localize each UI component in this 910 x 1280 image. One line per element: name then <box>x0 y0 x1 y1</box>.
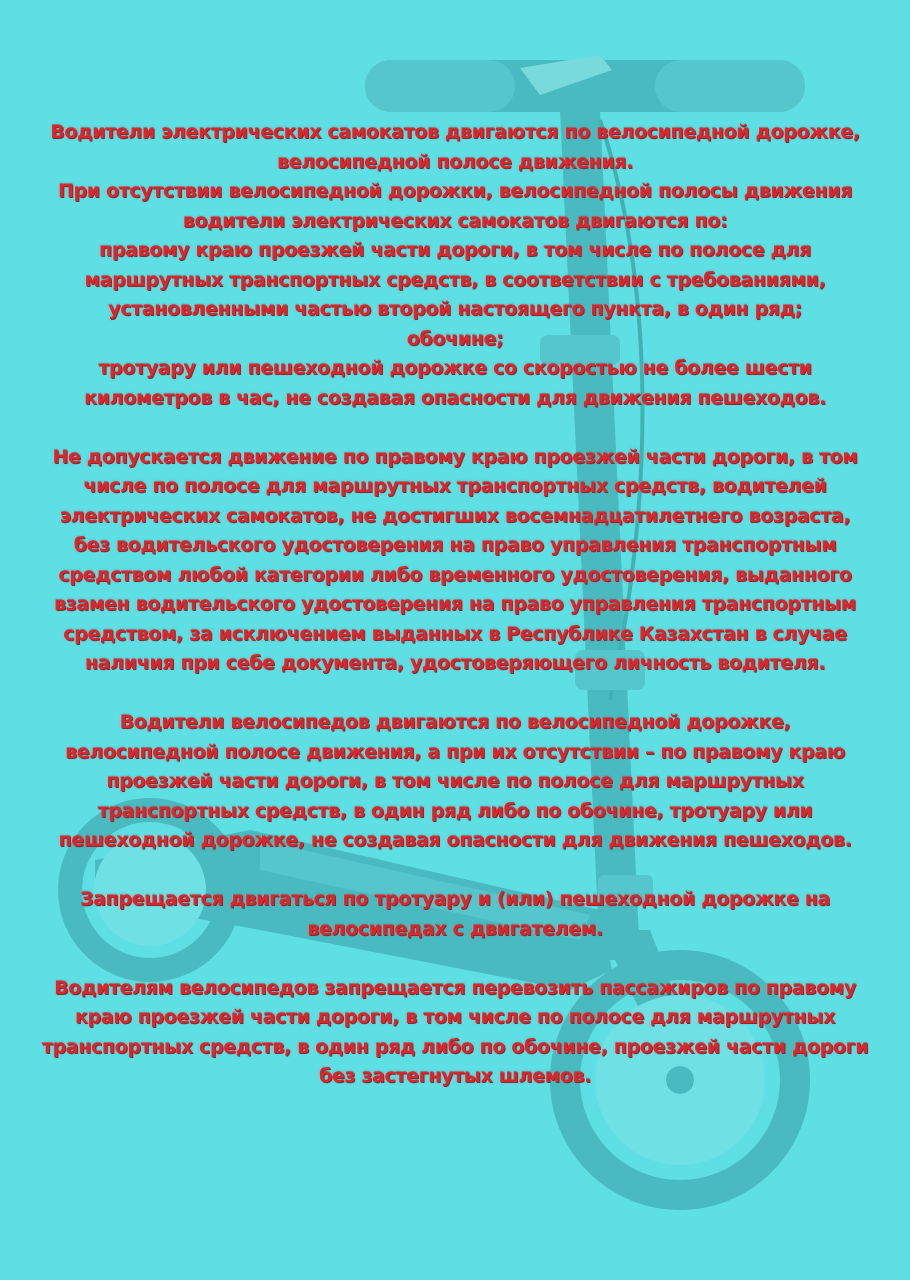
text-line: Не допускается движение по правому краю проезжей части дороги, в том <box>52 445 858 468</box>
paragraph-gap <box>20 413 890 443</box>
handlebar-grip-right <box>655 60 805 112</box>
text-line: велосипедной полосе движения. <box>276 150 634 173</box>
text-line: без застегнутых шлемов. <box>318 1065 592 1087</box>
text-line: пешеходной дорожке, не создавая опасности для движения пешеходов. <box>58 829 852 851</box>
text-line: наличия при себе документа, удостоверяющего личность водителя. <box>84 652 826 674</box>
traffic-rules-text <box>20 118 890 1092</box>
paragraph-motor-bicycles <box>20 885 890 944</box>
text-line: без водительского удостоверения на право управления транспортным <box>73 534 837 556</box>
text-line: краю проезжей части дороги, в том числе по полосе для маршрутных <box>75 1006 835 1028</box>
text-line: При отсутствии велосипедной дорожки, велосипедной полосы движения <box>57 180 853 202</box>
text-line: средством, за исключением выданных в Республике Казахстан в случае <box>63 622 847 645</box>
text-line: транспортных средств, в один ряд либо по обочине, проезжей части дороги <box>41 1035 869 1058</box>
text-line: обочине; <box>406 327 504 350</box>
paragraph-bicycles <box>20 708 890 856</box>
text-line: правому краю проезжей части дороги, в том числе по полосе для <box>99 239 811 261</box>
text-line: средством любой категории либо временного удостоверения, выданного <box>58 563 852 586</box>
text-line: Водителям велосипедов запрещается перевозить пассажиров по правому <box>54 976 856 999</box>
paragraph-passengers-helmets <box>20 974 890 1092</box>
text-line: велосипедной полосе движения, а при их отсутствии – по правому краю <box>65 740 845 763</box>
text-line: проезжей части дороги, в том числе по полосе для маршрутных <box>106 770 804 792</box>
text-line: Водители велосипедов двигаются по велосипедной дорожке, <box>119 711 791 733</box>
handlebar-grip-left <box>365 60 515 112</box>
text-line: установленными частью второй настоящего пункта, в один ряд; <box>108 298 802 320</box>
text-line: километров в час, не создавая опасности для движения пешеходов. <box>84 386 826 409</box>
text-line: взамен водительского удостоверения на право управления транспортным <box>53 593 856 615</box>
paragraph-gap <box>20 856 890 886</box>
text-line: транспортных средств, в один ряд либо по обочине, тротуару или <box>97 799 813 822</box>
text-line: тротуару или пешеходной дорожке со скоростью не более шести <box>98 357 812 379</box>
text-line: маршрутных транспортных средств, в соответствии с требованиями, <box>84 268 826 291</box>
text-line: числе по полосе для маршрутных транспортных средств, водителей <box>83 475 827 497</box>
paragraph-gap <box>20 944 890 974</box>
text-line: Запрещается двигаться по тротуару и (или) пешеходной дорожке на <box>79 888 831 910</box>
text-line: велосипедах с двигателем. <box>307 917 603 940</box>
paragraph-electric-scooters <box>20 118 890 413</box>
text-line: водители электрических самокатов двигаются по: <box>182 209 728 232</box>
paragraph-gap <box>20 679 890 709</box>
text-line: Водители электрических самокатов двигаются по велосипедной дорожке, <box>50 121 860 143</box>
paragraph-age-restriction <box>20 443 890 679</box>
text-line: электрических самокатов, не достигших восемнадцатилетнего возраста, <box>59 504 851 527</box>
